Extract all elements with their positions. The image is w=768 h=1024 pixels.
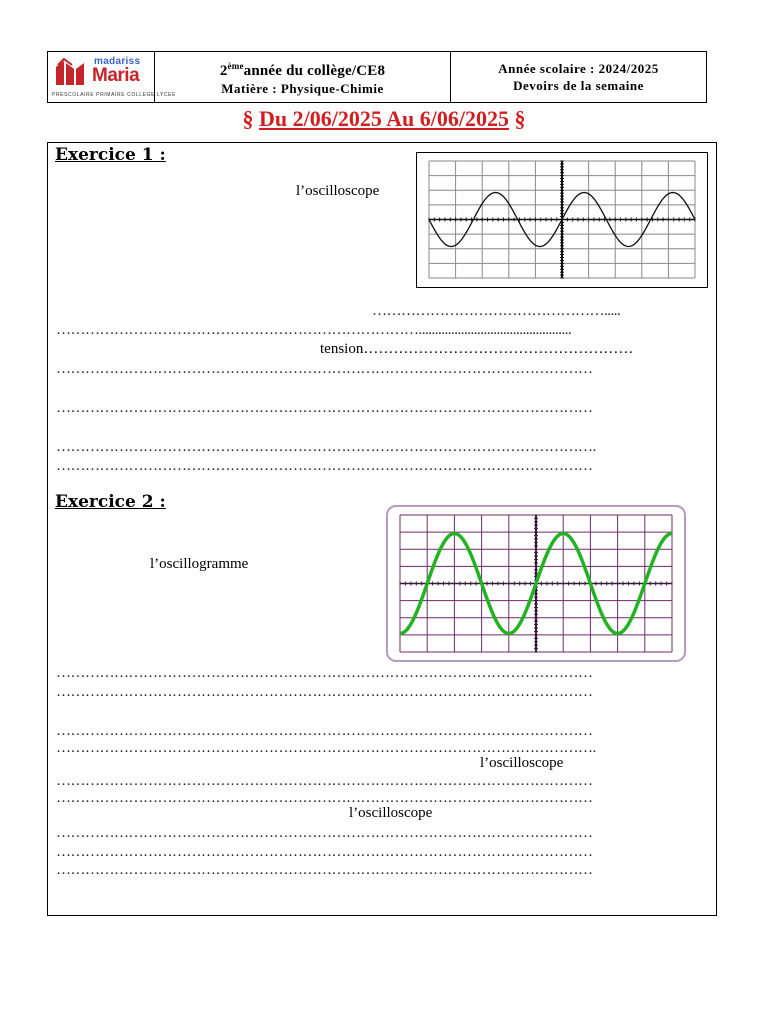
exercise1-label-oscilloscope: l’oscilloscope [296, 183, 380, 199]
exercise2-label-oscilloscope-b: l’oscilloscope [349, 805, 433, 821]
answer-line: ………………………………………………………………………………………………… [56, 458, 593, 474]
answer-line: ………………………………………………………………………………………………… [56, 773, 593, 789]
answer-line: …………………………………………………………………………………………………. [56, 740, 596, 756]
answer-line: ………………………………………………………………………………………………… [56, 361, 593, 377]
oscilloscope-screen-2 [386, 505, 686, 662]
answer-line: ………………………………………………………………………………………………… [56, 862, 593, 878]
sine-wave-2-graphic [388, 507, 684, 660]
oscilloscope-screen-1 [416, 152, 708, 288]
exercise1-title: Exercice 1 : [55, 145, 166, 165]
logo-tagline: PRESCOLAIRE PRIMAIRE COLLEGE LYCEE [52, 92, 176, 98]
school-logo [48, 52, 176, 102]
exercise2-label-oscilloscope-a: l’oscilloscope [480, 755, 564, 771]
answer-line: ………………………………………………………………………………………………… [56, 825, 593, 841]
header-table [47, 51, 707, 103]
year-info-cell [451, 52, 706, 102]
logo-brand-main: Maria [92, 65, 140, 86]
exercise2-label-oscillogramme: l’oscillogramme [150, 556, 249, 572]
answer-line: ………………………………………………………………………………………………… [56, 790, 593, 806]
class-level: 2èmeannée du collège/CE8 [219, 61, 386, 79]
exercise1-label-tension: tension……………………………………………… [320, 341, 634, 357]
exercise2-title: Exercice 2 : [55, 492, 166, 512]
week-date-title: § Du 2/06/2025 Au 6/06/2025 § [242, 106, 526, 131]
answer-line: ………………………………………………………………………………………………… [56, 400, 593, 416]
logo-mark-icon [54, 57, 90, 87]
answer-line: ………………………………………………………………………………………………… [56, 844, 593, 860]
homework-label: Devoirs de la semaine [513, 78, 644, 93]
answer-line: ………………………………………………………………………………………………… [56, 665, 593, 681]
sine-wave-1-graphic [417, 153, 706, 286]
answer-line: …………………………………………………………………………………………………. [56, 439, 596, 455]
answer-line: …………………………………………..... [372, 303, 621, 319]
class-info-cell [155, 52, 451, 102]
subject-label: Matière : Physique-Chimie [221, 81, 384, 96]
answer-line: …………………………………………………………………............................................... [56, 322, 572, 338]
logo-brand-top: madariss [94, 56, 141, 67]
answer-line: ………………………………………………………………………………………………… [56, 723, 593, 739]
school-year: Année scolaire : 2024/2025 [498, 61, 659, 76]
answer-line: ………………………………………………………………………………………………… [56, 684, 593, 700]
